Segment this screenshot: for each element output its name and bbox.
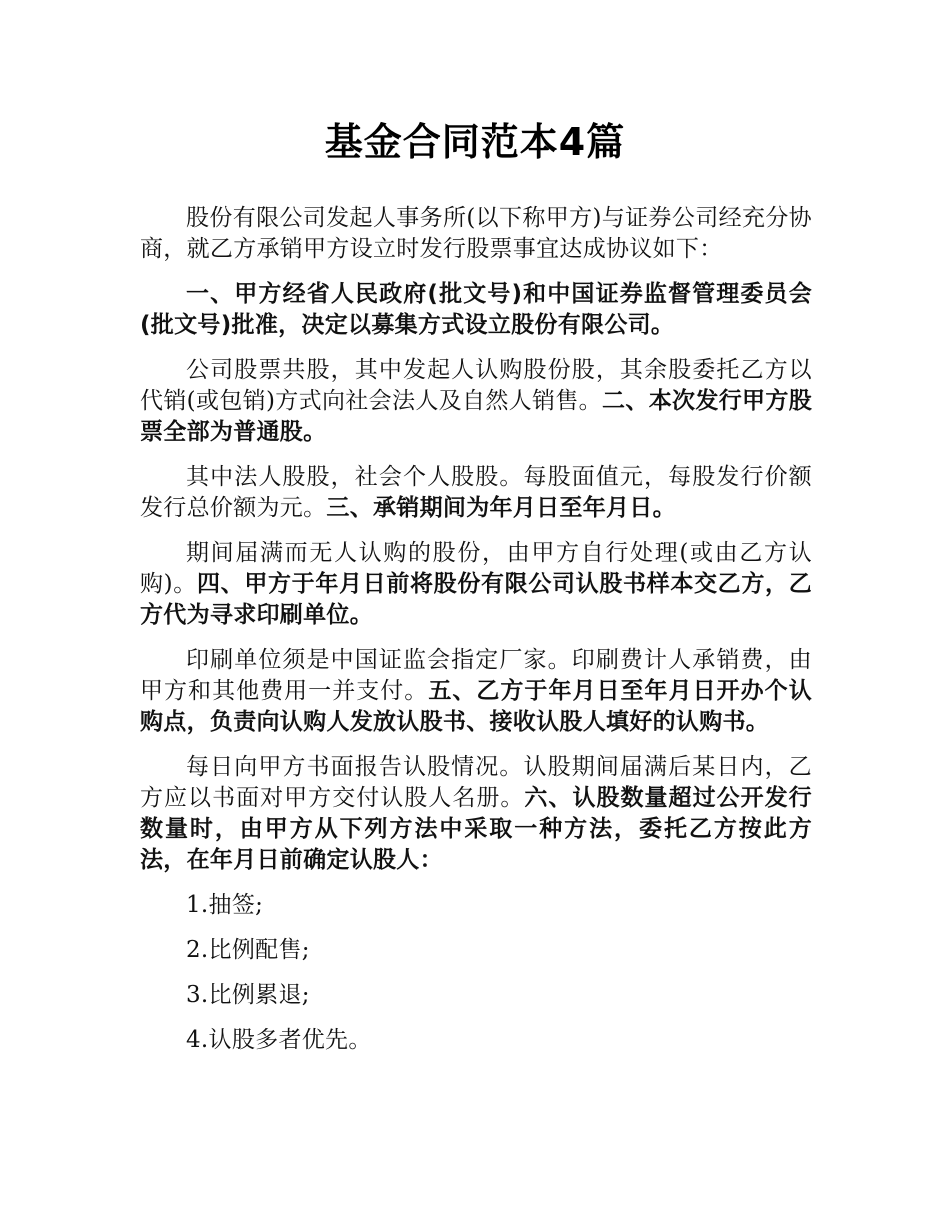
paragraph-bold-text: 四、甲方于年月日前将股份有限公司认股书样本交乙方，乙方代为寻求印刷单位。	[140, 571, 812, 628]
paragraph-text: 公司股票共股，其中发起人认购股份股，其余股委托乙方以代销(或包销)方式向社会法人及自然人销售。	[140, 357, 812, 414]
paragraph-clause-4	[140, 538, 812, 631]
paragraph-text: 期间届满而无人认购的股份，由甲方自行处理(或由乙方认购)。	[140, 540, 812, 597]
paragraph-text: 其中法人股股，社会个人股股。每股面值元，每股发行价额发行总价额为元。	[140, 464, 812, 521]
paragraph-clause-6	[140, 752, 812, 876]
paragraph-bold-text: 六、认股数量超过公开发行数量时，由甲方从下列方法中采取一种方法，委托乙方按此方法，在年月日前确定认股人：	[140, 785, 812, 873]
paragraph-intro	[140, 203, 812, 265]
paragraph-text: 每日向甲方书面报告认股情况。认股期间届满后某日内，乙方应以书面对甲方交付认股人名册。	[140, 754, 812, 811]
list-item: 1.抽签;	[186, 892, 264, 918]
document-body	[140, 203, 812, 1070]
paragraph-clause-1	[140, 279, 812, 341]
list-item: 3.比例累退;	[186, 982, 310, 1008]
paragraph-text: 印刷单位须是中国证监会指定厂家。印刷费计人承销费，由甲方和其他费用一并支付。	[140, 647, 812, 704]
paragraph-bold-text: 三、承销期间为年月日至年月日。	[326, 495, 676, 521]
paragraph-bold-text: 一、甲方经省人民政府(批文号)和中国证券监督管理委员会(批文号)批准，决定以募集方式设立股份有限公司。	[140, 281, 812, 338]
paragraph-clause-2	[140, 355, 812, 448]
paragraph-clause-3	[140, 462, 812, 524]
paragraph-bold-text: 五、乙方于年月日至年月日开办个认购点，负责向认购人发放认股书、接收认股人填好的认购书。	[140, 678, 812, 735]
paragraph-text: 股份有限公司发起人事务所(以下称甲方)与证券公司经充分协商，就乙方承销甲方设立时发行股票事宜达成协议如下：	[140, 205, 812, 262]
list-item: 2.比例配售;	[186, 937, 310, 963]
list-item: 4.认股多者优先。	[186, 1027, 372, 1053]
document-title: 基金合同范本4篇	[324, 120, 626, 164]
paragraph-clause-5	[140, 645, 812, 738]
paragraph-bold-text: 二、本次发行甲方股票全部为普通股。	[140, 388, 813, 445]
